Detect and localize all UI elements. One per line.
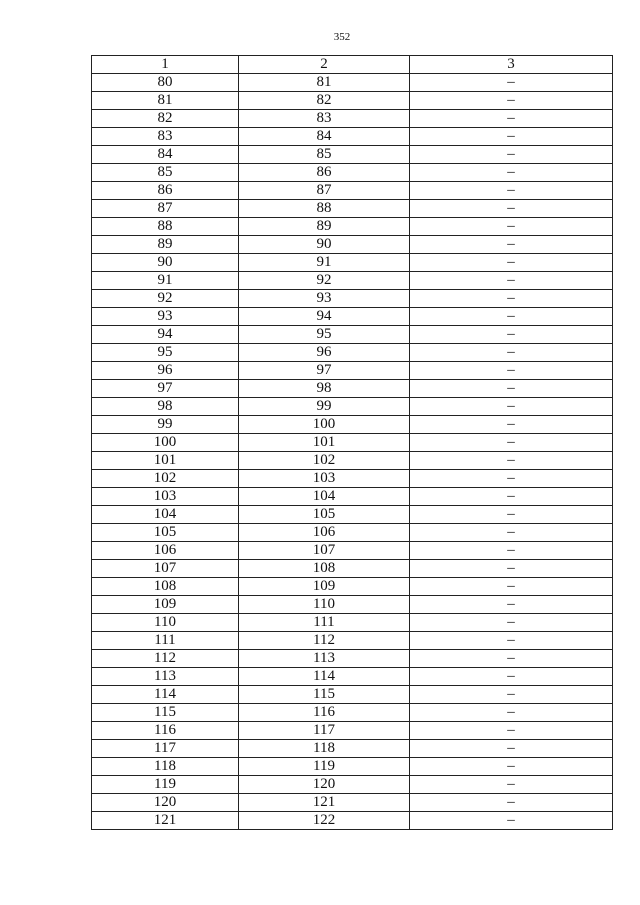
table-cell-col2: 84 — [239, 128, 410, 146]
table-cell-col1: 82 — [92, 110, 239, 128]
table-cell-col1: 121 — [92, 812, 239, 830]
table-cell-col2: 83 — [239, 110, 410, 128]
table-cell-col2: 107 — [239, 542, 410, 560]
table-cell-col3: – — [410, 92, 613, 110]
table-row — [92, 470, 613, 488]
table-cell-col2: 111 — [239, 614, 410, 632]
table-cell-col3: – — [410, 740, 613, 758]
table-cell-col1: 97 — [92, 380, 239, 398]
table-cell-col1: 94 — [92, 326, 239, 344]
table-cell-col1: 120 — [92, 794, 239, 812]
table-cell-col1: 117 — [92, 740, 239, 758]
table-cell-col3: – — [410, 308, 613, 326]
table-cell-col2: 105 — [239, 506, 410, 524]
table-cell-col1: 107 — [92, 560, 239, 578]
table-cell-col3: – — [410, 470, 613, 488]
table-cell-col3: – — [410, 218, 613, 236]
table-cell-col1: 100 — [92, 434, 239, 452]
table-cell-col3: – — [410, 380, 613, 398]
table-cell-col2: 99 — [239, 398, 410, 416]
table-cell-col3: – — [410, 398, 613, 416]
table-cell-col2: 113 — [239, 650, 410, 668]
table-cell-col2: 103 — [239, 470, 410, 488]
table-row — [92, 812, 613, 830]
table-row — [92, 254, 613, 272]
page-number: 352 — [333, 31, 351, 43]
table-cell-col3: – — [410, 272, 613, 290]
table-cell-col2: 112 — [239, 632, 410, 650]
table-row — [92, 272, 613, 290]
table-cell-col2: 91 — [239, 254, 410, 272]
table-cell-col1: 113 — [92, 668, 239, 686]
table-cell-col1: 89 — [92, 236, 239, 254]
table-cell-col2: 121 — [239, 794, 410, 812]
table-row — [92, 362, 613, 380]
table-row — [92, 488, 613, 506]
table-cell-col3: – — [410, 632, 613, 650]
table-cell-col1: 87 — [92, 200, 239, 218]
table-cell-col3: – — [410, 758, 613, 776]
table-cell-col3: – — [410, 542, 613, 560]
table-cell-col3: – — [410, 686, 613, 704]
table-row — [92, 164, 613, 182]
table-cell-col2: 97 — [239, 362, 410, 380]
table-row — [92, 308, 613, 326]
table-row — [92, 398, 613, 416]
table-cell-col1: 104 — [92, 506, 239, 524]
table-cell-col3: – — [410, 812, 613, 830]
table-cell-col3: – — [410, 434, 613, 452]
table-cell-col3: – — [410, 560, 613, 578]
table-cell-col2: 98 — [239, 380, 410, 398]
data-table — [91, 55, 613, 830]
table-cell-col3: – — [410, 668, 613, 686]
table-cell-col3: – — [410, 722, 613, 740]
table-row — [92, 326, 613, 344]
table-cell-col1: 92 — [92, 290, 239, 308]
table-row — [92, 758, 613, 776]
table-cell-col1: 111 — [92, 632, 239, 650]
table-cell-col2: 93 — [239, 290, 410, 308]
table-row — [92, 128, 613, 146]
table-cell-col1: 80 — [92, 74, 239, 92]
table-cell-col2: 92 — [239, 272, 410, 290]
column-header-2: 2 — [239, 56, 410, 74]
table-cell-col1: 86 — [92, 182, 239, 200]
table-cell-col1: 115 — [92, 704, 239, 722]
table-cell-col2: 87 — [239, 182, 410, 200]
table-cell-col1: 83 — [92, 128, 239, 146]
table-cell-col3: – — [410, 164, 613, 182]
table-cell-col1: 112 — [92, 650, 239, 668]
table-row — [92, 794, 613, 812]
table-cell-col2: 118 — [239, 740, 410, 758]
table-cell-col1: 81 — [92, 92, 239, 110]
table-cell-col2: 82 — [239, 92, 410, 110]
table-cell-col3: – — [410, 596, 613, 614]
table-cell-col1: 95 — [92, 344, 239, 362]
table-cell-col3: – — [410, 776, 613, 794]
table-cell-col2: 95 — [239, 326, 410, 344]
table-cell-col1: 116 — [92, 722, 239, 740]
column-header-3: 3 — [410, 56, 613, 74]
table-cell-col1: 88 — [92, 218, 239, 236]
table-cell-col1: 119 — [92, 776, 239, 794]
table-cell-col2: 100 — [239, 416, 410, 434]
table-cell-col3: – — [410, 200, 613, 218]
table-cell-col3: – — [410, 650, 613, 668]
table-cell-col1: 102 — [92, 470, 239, 488]
table-row — [92, 200, 613, 218]
table-cell-col1: 108 — [92, 578, 239, 596]
table-cell-col1: 101 — [92, 452, 239, 470]
table-cell-col1: 103 — [92, 488, 239, 506]
table-cell-col1: 96 — [92, 362, 239, 380]
table-cell-col1: 85 — [92, 164, 239, 182]
table-row — [92, 632, 613, 650]
table-cell-col3: – — [410, 74, 613, 92]
table-row — [92, 506, 613, 524]
table-cell-col3: – — [410, 146, 613, 164]
table-cell-col3: – — [410, 110, 613, 128]
table-cell-col1: 84 — [92, 146, 239, 164]
table-cell-col2: 81 — [239, 74, 410, 92]
table-header — [92, 56, 613, 74]
table-row — [92, 182, 613, 200]
table-row — [92, 380, 613, 398]
table-row — [92, 704, 613, 722]
table-cell-col2: 101 — [239, 434, 410, 452]
table-row — [92, 560, 613, 578]
table-cell-col2: 114 — [239, 668, 410, 686]
table-row — [92, 344, 613, 362]
table-cell-col1: 99 — [92, 416, 239, 434]
table-row — [92, 146, 613, 164]
table-cell-col2: 104 — [239, 488, 410, 506]
table-row — [92, 542, 613, 560]
table-row — [92, 434, 613, 452]
table-row — [92, 218, 613, 236]
table-row — [92, 524, 613, 542]
table-row — [92, 614, 613, 632]
table-row — [92, 578, 613, 596]
table-cell-col2: 96 — [239, 344, 410, 362]
table-cell-col3: – — [410, 794, 613, 812]
table-row — [92, 416, 613, 434]
table-cell-col2: 109 — [239, 578, 410, 596]
table-cell-col2: 115 — [239, 686, 410, 704]
table-row — [92, 236, 613, 254]
table-row — [92, 74, 613, 92]
table-cell-col2: 88 — [239, 200, 410, 218]
table-cell-col3: – — [410, 524, 613, 542]
table-row — [92, 596, 613, 614]
table-row — [92, 668, 613, 686]
table-cell-col3: – — [410, 344, 613, 362]
table-cell-col2: 117 — [239, 722, 410, 740]
table-row — [92, 92, 613, 110]
table-row — [92, 290, 613, 308]
table-cell-col1: 90 — [92, 254, 239, 272]
table-cell-col2: 119 — [239, 758, 410, 776]
table-row — [92, 686, 613, 704]
table-cell-col2: 120 — [239, 776, 410, 794]
table-cell-col1: 106 — [92, 542, 239, 560]
table-cell-col2: 90 — [239, 236, 410, 254]
table-cell-col3: – — [410, 362, 613, 380]
table-cell-col3: – — [410, 290, 613, 308]
table-cell-col2: 110 — [239, 596, 410, 614]
column-header-1: 1 — [92, 56, 239, 74]
header-row — [92, 56, 613, 74]
table-cell-col3: – — [410, 326, 613, 344]
table-row — [92, 650, 613, 668]
table-cell-col2: 106 — [239, 524, 410, 542]
table-cell-col2: 86 — [239, 164, 410, 182]
table-cell-col1: 91 — [92, 272, 239, 290]
table-cell-col1: 114 — [92, 686, 239, 704]
table-cell-col3: – — [410, 416, 613, 434]
table-cell-col3: – — [410, 578, 613, 596]
table-row — [92, 722, 613, 740]
table-row — [92, 110, 613, 128]
table-cell-col3: – — [410, 254, 613, 272]
table-cell-col2: 122 — [239, 812, 410, 830]
table-cell-col3: – — [410, 614, 613, 632]
table-cell-col1: 109 — [92, 596, 239, 614]
table-cell-col1: 98 — [92, 398, 239, 416]
table-cell-col3: – — [410, 182, 613, 200]
table-cell-col2: 89 — [239, 218, 410, 236]
table-cell-col3: – — [410, 704, 613, 722]
table-cell-col1: 105 — [92, 524, 239, 542]
table-cell-col3: – — [410, 488, 613, 506]
table-cell-col2: 85 — [239, 146, 410, 164]
table-cell-col2: 94 — [239, 308, 410, 326]
table-cell-col2: 116 — [239, 704, 410, 722]
table-cell-col1: 118 — [92, 758, 239, 776]
table-cell-col1: 93 — [92, 308, 239, 326]
table-cell-col2: 108 — [239, 560, 410, 578]
table-row — [92, 452, 613, 470]
table-cell-col3: – — [410, 236, 613, 254]
table-cell-col3: – — [410, 452, 613, 470]
table-body — [92, 74, 613, 830]
table-cell-col3: – — [410, 128, 613, 146]
table-cell-col2: 102 — [239, 452, 410, 470]
table-cell-col3: – — [410, 506, 613, 524]
table-cell-col1: 110 — [92, 614, 239, 632]
table-row — [92, 776, 613, 794]
table-row — [92, 740, 613, 758]
